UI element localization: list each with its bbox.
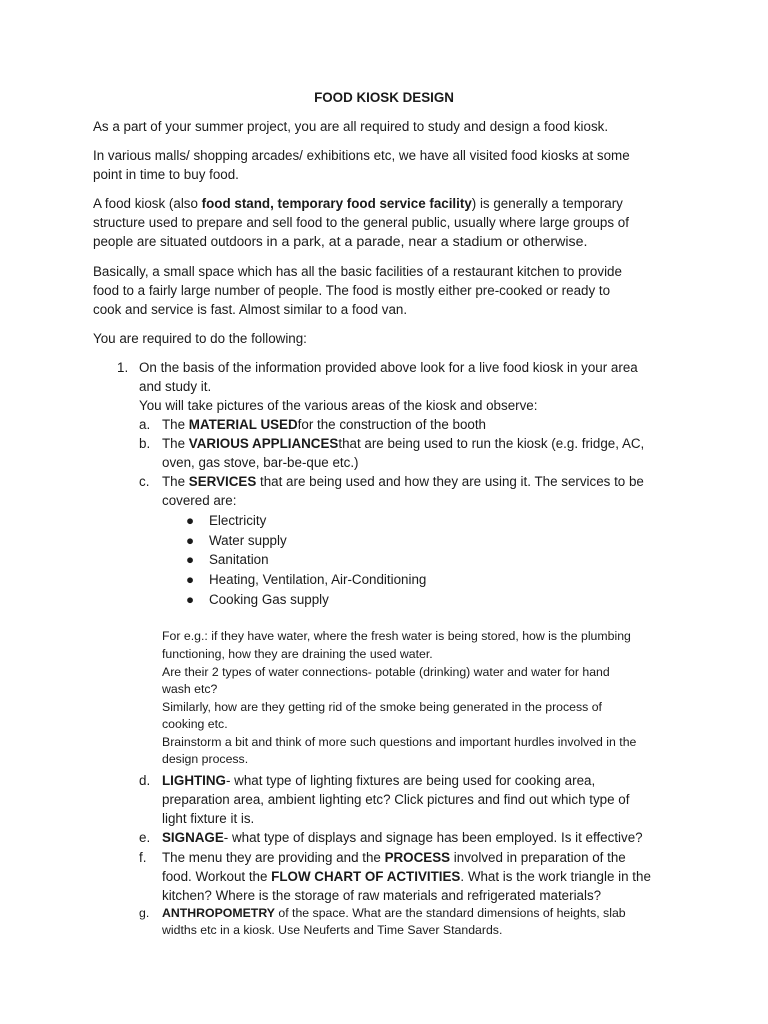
- document-title: FOOD KIOSK DESIGN: [314, 90, 454, 105]
- sub-item-b-post: that are being used to run the kiosk (e.g. fridge, AC,: [338, 436, 645, 451]
- kiosk-definition-bold: food stand, temporary food service facility: [201, 196, 472, 211]
- intro-paragraph-3-line-2: structure used to prepare and sell food to the general public, usually where large groups of: [93, 215, 629, 230]
- sub-item-b-pre: The: [162, 436, 189, 451]
- various-appliances-label: VARIOUS APPLIANCES: [188, 436, 339, 451]
- bullet-icon: ●: [186, 552, 195, 567]
- intro-paragraph-4-line-1: Basically, a small space which has all the basic facilities of a restaurant kitchen to provide: [93, 264, 622, 279]
- sub-item-f-pre: The menu they are providing and the: [162, 850, 385, 865]
- note-line: wash etc?: [162, 682, 218, 696]
- sub-item-c-mark: c.: [139, 474, 150, 489]
- sub-item-e-mark: e.: [139, 830, 151, 845]
- sub-item-f-line-2-post: . What is the work triangle in the: [460, 869, 651, 884]
- kiosk-definition-line3-start: people are situated outdoors: [93, 234, 267, 249]
- bullet-icon: ●: [186, 533, 195, 548]
- sub-item-c-line-2: covered are:: [162, 493, 237, 508]
- process-label: PROCESS: [384, 850, 451, 865]
- kiosk-definition-start: A food kiosk (also: [93, 196, 202, 211]
- sub-item-d-post: - what type of lighting fixtures are being used for cooking area,: [225, 773, 596, 788]
- sub-item-d-line-3: light fixture it is.: [162, 811, 255, 826]
- intro-paragraph-2-line-1: In various malls/ shopping arcades/ exhibitions etc, we have all visited food kiosks at some: [93, 148, 630, 163]
- intro-paragraph-5: You are required to do the following:: [93, 331, 307, 346]
- kiosk-definition-end: ) is generally a temporary: [471, 196, 623, 211]
- signage-label: SIGNAGE: [162, 830, 224, 845]
- intro-paragraph-4-line-3: cook and service is fast. Almost similar to a food van.: [93, 302, 408, 317]
- sub-item-d-mark: d.: [139, 773, 151, 788]
- sub-item-b-line-2: oven, gas stove, bar-be-que etc.): [162, 455, 359, 470]
- note-line: cooking etc.: [162, 717, 228, 731]
- sub-item-a-mark: a.: [139, 417, 151, 432]
- service-item: Cooking Gas supply: [209, 592, 329, 607]
- sub-item-g-line-1: [162, 905, 626, 923]
- list-item-1-number: 1.: [117, 360, 129, 375]
- sub-item-b-line-1: [162, 434, 644, 453]
- list-item-1-line-3: You will take pictures of the various areas of the kiosk and observe:: [139, 398, 538, 413]
- lighting-label: LIGHTING: [162, 773, 226, 788]
- sub-item-c-post: that are being used and how they are using it. The services to be: [256, 474, 644, 489]
- bullet-icon: ●: [186, 513, 195, 528]
- sub-item-f-post: involved in preparation of the: [450, 850, 626, 865]
- sub-item-c-line-1: [162, 472, 644, 491]
- list-item-1-line-2: and study it.: [139, 379, 212, 394]
- material-used-label: MATERIAL USED: [188, 417, 298, 432]
- sub-item-g-post: of the space. What are the standard dimensions of heights, slab: [274, 906, 626, 920]
- sub-item-g-mark: g.: [139, 906, 150, 920]
- anthropometry-label: ANTHROPOMETRY: [162, 906, 275, 920]
- sub-item-c-pre: The: [162, 474, 189, 489]
- sub-item-g-line-2: widths etc in a kiosk. Use Neuferts and Time Saver Standards.: [162, 923, 503, 937]
- intro-paragraph-1: As a part of your summer project, you are all required to study and design a food kiosk.: [93, 119, 609, 134]
- sub-item-f-line-1: [162, 848, 626, 867]
- sub-item-f-line-2: [162, 867, 651, 886]
- sub-item-f-line-2-pre: food. Workout the: [162, 869, 272, 884]
- sub-item-a-pre: The: [162, 417, 189, 432]
- sub-item-e-line-1: [162, 828, 643, 847]
- note-line: Similarly, how are they getting rid of the smoke being generated in the process of: [162, 700, 602, 714]
- note-line: design process.: [162, 752, 249, 766]
- service-item: Electricity: [209, 513, 267, 528]
- note-line: Brainstorm a bit and think of more such questions and important hurdles involved in the: [162, 735, 637, 749]
- kiosk-definition-line3-end: in a park, at a parade, near a stadium or otherwise.: [266, 234, 588, 250]
- intro-paragraph-4-line-2: food to a fairly large number of people. The food is mostly either pre-cooked or ready to: [93, 283, 611, 298]
- bullet-icon: ●: [186, 572, 195, 587]
- sub-item-f-line-3: kitchen? Where is the storage of raw materials and refrigerated materials?: [162, 888, 602, 903]
- list-item-1-line-1: On the basis of the information provided above look for a live food kiosk in your area: [139, 360, 638, 375]
- intro-paragraph-3-line-3: [93, 232, 587, 252]
- flow-chart-label: FLOW CHART OF ACTIVITIES: [271, 869, 461, 884]
- sub-item-b-mark: b.: [139, 436, 151, 451]
- sub-item-d-line-2: preparation area, ambient lighting etc? Click pictures and find out which type of: [162, 792, 630, 807]
- service-item: Water supply: [209, 533, 287, 548]
- service-item: Heating, Ventilation, Air-Conditioning: [209, 572, 427, 587]
- sub-item-a: [162, 415, 486, 434]
- intro-paragraph-2-line-2: point in time to buy food.: [93, 167, 239, 182]
- service-item: Sanitation: [209, 552, 269, 567]
- sub-item-a-post: for the construction of the booth: [297, 417, 487, 432]
- sub-item-d-line-1: [162, 771, 595, 790]
- bullet-icon: ●: [186, 592, 195, 607]
- intro-paragraph-3-line-1: [93, 194, 623, 213]
- note-line: functioning, how they are draining the used water.: [162, 647, 433, 661]
- note-line: Are their 2 types of water connections- potable (drinking) water and water for hand: [162, 665, 610, 679]
- note-line: For e.g.: if they have water, where the fresh water is being stored, how is the plumbing: [162, 629, 631, 643]
- sub-item-e-post: - what type of displays and signage has been employed. Is it effective?: [223, 830, 643, 845]
- services-label: SERVICES: [188, 474, 257, 489]
- sub-item-f-mark: f.: [139, 850, 147, 865]
